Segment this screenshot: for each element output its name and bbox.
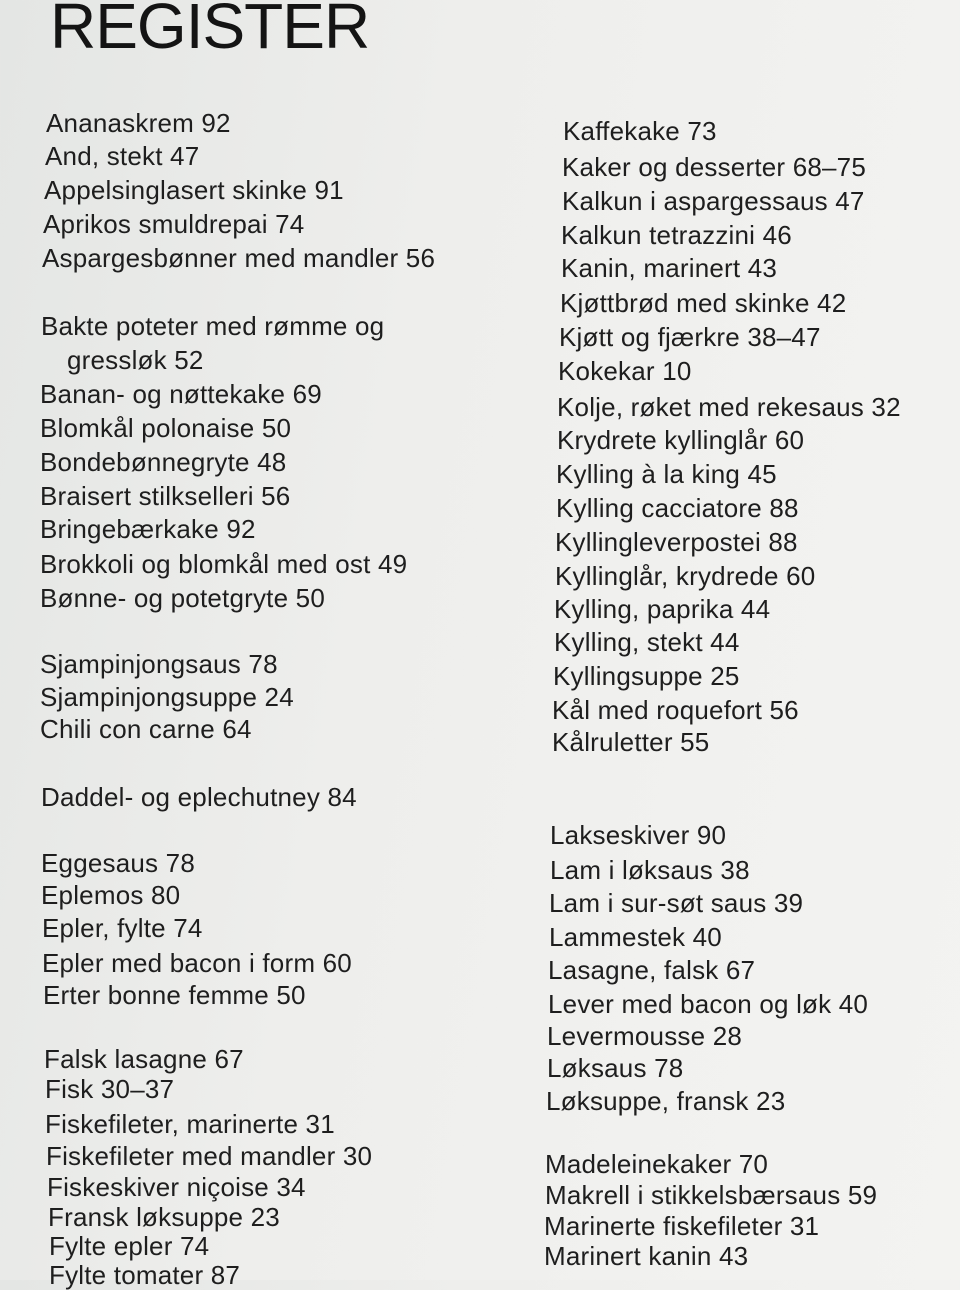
index-entry: Lever med bacon og løk 40 bbox=[548, 989, 869, 1019]
index-entry: Fiskefileter med mandler 30 bbox=[46, 1141, 373, 1171]
index-entry: Falsk lasagne 67 bbox=[44, 1044, 244, 1074]
index-entry: Chili con carne 64 bbox=[40, 714, 252, 744]
index-entry: And, stekt 47 bbox=[45, 141, 200, 171]
index-entry: Lam i sur-søt saus 39 bbox=[549, 888, 804, 918]
index-entry: Fisk 30–37 bbox=[45, 1074, 175, 1104]
index-entry: Epler med bacon i form 60 bbox=[42, 948, 352, 978]
index-entry: Kolje, røket med rekesaus 32 bbox=[557, 392, 901, 422]
index-entry: Fiskeskiver niçoise 34 bbox=[47, 1172, 306, 1202]
index-entry: Løksuppe, fransk 23 bbox=[546, 1086, 786, 1116]
index-entry: Ananaskrem 92 bbox=[46, 108, 231, 138]
index-entry: Lam i løksaus 38 bbox=[550, 855, 750, 885]
index-entry-continuation: gressløk 52 bbox=[67, 345, 204, 375]
index-entry: Fylte tomater 87 bbox=[49, 1260, 241, 1290]
index-entry: Kjøtt og fjærkre 38–47 bbox=[559, 322, 821, 352]
index-entry: Kalkun tetrazzini 46 bbox=[561, 220, 792, 250]
index-entry: Fransk løksuppe 23 bbox=[48, 1202, 280, 1232]
index-entry: Kylling, stekt 44 bbox=[554, 627, 740, 657]
index-entry: Bringebærkake 92 bbox=[40, 514, 256, 544]
index-entry: Blomkål polonaise 50 bbox=[40, 413, 292, 443]
index-entry: Kaker og desserter 68–75 bbox=[562, 152, 866, 182]
index-entry: Aprikos smuldrepai 74 bbox=[43, 209, 305, 239]
index-entry: Sjampinjongsuppe 24 bbox=[40, 682, 294, 712]
index-entry: Kylling cacciatore 88 bbox=[556, 493, 799, 523]
index-entry: Lakseskiver 90 bbox=[550, 820, 727, 850]
index-entry: Krydrete kyllinglår 60 bbox=[557, 425, 805, 455]
index-entry: Bondebønnegryte 48 bbox=[40, 447, 287, 477]
index-entry: Erter bonne femme 50 bbox=[43, 980, 306, 1010]
index-entry: Kålruletter 55 bbox=[552, 727, 710, 757]
index-entry: Kjøttbrød med skinke 42 bbox=[560, 288, 847, 318]
index-entry: Banan- og nøttekake 69 bbox=[40, 379, 322, 409]
index-entry: Kylling à la king 45 bbox=[556, 459, 777, 489]
index-entry: Appelsinglasert skinke 91 bbox=[44, 175, 344, 205]
index-entry: Kyllingsuppe 25 bbox=[553, 661, 740, 691]
index-entry: Daddel- og eplechutney 84 bbox=[41, 782, 357, 812]
index-entry: Bønne- og potetgryte 50 bbox=[40, 583, 326, 613]
index-entry: Levermousse 28 bbox=[547, 1021, 743, 1051]
page-title: REGISTER bbox=[50, 0, 370, 62]
index-entry: Kyllinglår, krydrede 60 bbox=[555, 561, 816, 591]
index-entry: Madeleinekaker 70 bbox=[545, 1149, 769, 1179]
index-entry: Epler, fylte 74 bbox=[42, 913, 203, 943]
index-entry: Bakte poteter med rømme og bbox=[41, 311, 385, 341]
index-entry: Brokkoli og blomkål med ost 49 bbox=[40, 549, 408, 579]
index-entry: Løksaus 78 bbox=[547, 1053, 684, 1083]
index-entry: Lasagne, falsk 67 bbox=[548, 955, 756, 985]
index-entry: Aspargesbønner med mandler 56 bbox=[42, 243, 436, 273]
index-entry: Lammestek 40 bbox=[549, 922, 722, 952]
index-entry: Makrell i stikkelsbærsaus 59 bbox=[545, 1180, 878, 1210]
index-entry: Braisert stilkselleri 56 bbox=[40, 481, 291, 511]
index-entry: Fiskefileter, marinerte 31 bbox=[45, 1109, 335, 1139]
index-entry: Marinerte fiskefileter 31 bbox=[544, 1211, 820, 1241]
index-entry: Kokekar 10 bbox=[558, 356, 692, 386]
index-entry: Sjampinjongsaus 78 bbox=[40, 649, 278, 679]
index-entry: Kylling, paprika 44 bbox=[554, 594, 771, 624]
index-entry: Kaffekake 73 bbox=[563, 116, 717, 146]
index-entry: Marinert kanin 43 bbox=[544, 1241, 749, 1271]
index-entry: Fylte epler 74 bbox=[49, 1231, 210, 1261]
index-entry: Eggesaus 78 bbox=[41, 848, 195, 878]
index-entry: Kanin, marinert 43 bbox=[561, 253, 778, 283]
index-entry: Kyllingleverpostei 88 bbox=[555, 527, 798, 557]
index-entry: Kål med roquefort 56 bbox=[552, 695, 799, 725]
index-entry: Eplemos 80 bbox=[41, 880, 181, 910]
index-entry: Kalkun i aspargessaus 47 bbox=[562, 186, 865, 216]
